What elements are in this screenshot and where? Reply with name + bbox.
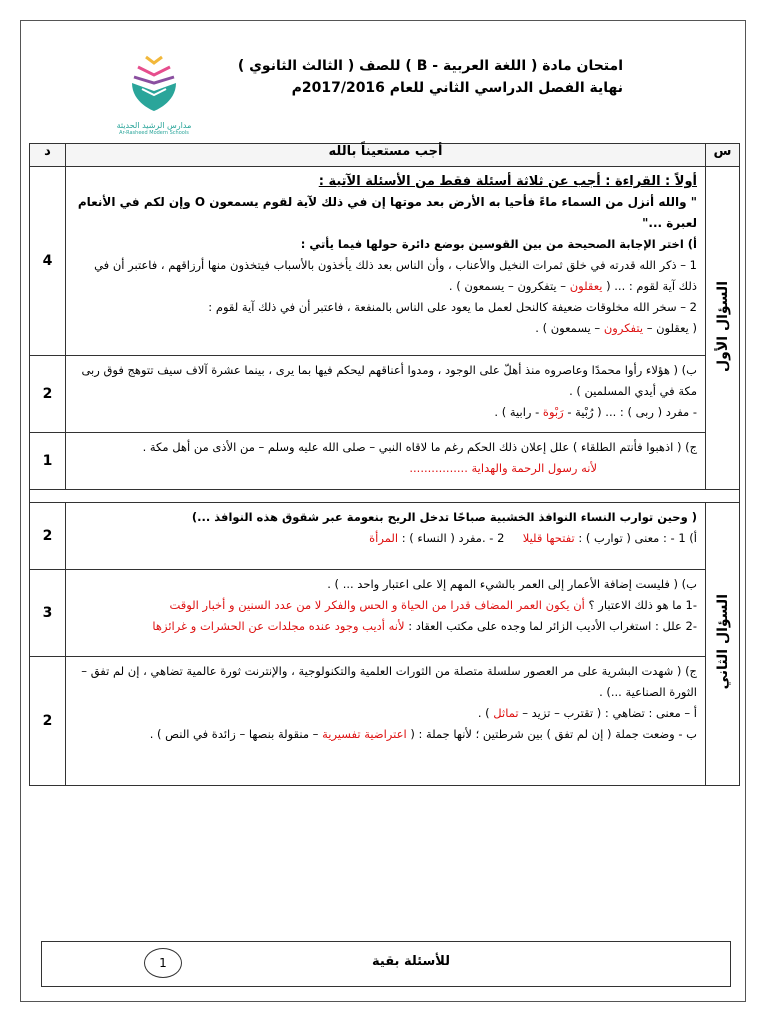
q1a-item2-rest: – يسمعون ) . [535, 321, 601, 335]
exam-title-line1: امتحان مادة ( اللغة العربية - B ) للصف ( الثالث الثانوي ) [237, 58, 623, 74]
footer-box [41, 941, 731, 987]
q2b-mark: 3 [30, 570, 66, 657]
q2b-q1 [74, 595, 697, 616]
q2-part-b-row [30, 570, 740, 657]
q2c-quote: ج) ( شهدت البشرية على مر العصور سلسلة متصلة من الثورات العلمية والتكنولوجية ، والإنترنت ثورة عالمية تضاهي ، إن لم تفق –الثورة الصناعية ...) . [81, 664, 697, 699]
q1b-answer: رَبْوة [542, 405, 564, 419]
q2c-a2: اعتراضية تفسيرية [322, 727, 407, 741]
instruction-text: أ) اختر الإجابة الصحيحة من بين القوسين بوضع دائرة حولها فيما يأتي : [300, 237, 697, 251]
q1c-text: ج) ( اذهبوا فأنتم الطلقاء ) علل إعلان ذلك الحكم رغم ما لاقاه النبي – صلى الله عليه وسلم – من الأذى من أهل مكة . [142, 440, 697, 454]
q2a-mark: 2 [30, 503, 66, 570]
q1a-item2-open: ( يعقلون – [646, 321, 697, 335]
q1c-mark: 1 [30, 433, 66, 490]
q2c-q1 [74, 703, 697, 724]
q2a-content [66, 503, 706, 570]
reading-heading: أولاً : القراءة : أجب عن ثلاثة أسئلة فقط من الأسئلة الآتية : [318, 174, 697, 189]
footer-continued-text: للأسئلة بقية [372, 954, 450, 969]
q2c-a1: تماثل [493, 706, 519, 720]
q1c-content [66, 433, 706, 490]
school-logo [109, 53, 199, 143]
q2b-q1-text: -1 ما هو ذلك الاعتبار ؟ [588, 598, 697, 612]
logo-name-english: Ar-Rasheed Modern Schools [119, 130, 189, 136]
q1b-q-rest: - رابية ) . [494, 405, 540, 419]
q1-part-c-row [30, 433, 740, 490]
q2c-q1-end: ) . [477, 706, 490, 720]
q2c-mark: 2 [30, 657, 66, 786]
q1a-item1-text: 1 – ذكر الله قدرته في خلق ثمرات النخيل والأعناب ، وأن الناس بعد ذلك يأخذون بالأسباب فيتخذون منها أرزاقهم ، فاعتبر أن في ذلك آية لقوم : ... ( [94, 258, 697, 293]
q1-label-cell [706, 167, 740, 490]
q1a-mark: 4 [30, 167, 66, 356]
header-instruction: أجب مستعيناً بالله [66, 144, 706, 167]
q1b-q-text: - مفرد ( ربى ) : ... ( رُبْية - [567, 405, 697, 419]
q1a-item2-text: 2 – سخر الله مخلوقات ضعيفة كالنحل لعمل ما يعود على الناس بالمنفعة ، فاعتبر أن في ذلك آية لقوم : [208, 300, 697, 314]
q1b-content [66, 356, 706, 433]
verse-text: " والله أنزل من السماء ماءً فأحيا به الأرض بعد موتها إن في ذلك لآية لقوم يسمعون O وإن لكم في الأنعام لعبرة ..." [77, 195, 697, 230]
q1a-item1-answer: يعقلون [569, 279, 603, 293]
q1b-mark: 2 [30, 356, 66, 433]
q2-label: السؤال الثاني [714, 594, 731, 690]
q2c-q2-text: ب - وضعت جملة ( إن لم تفق ) بين شرطتين ؛ لأنها جملة : ( [410, 727, 697, 741]
q1a-item1-rest: – يتفكرون – يسمعون ) . [448, 279, 567, 293]
q2c-q2-end: – منقولة بنصها – زائدة في النص ) . [149, 727, 319, 741]
exam-title-line2: نهاية الفصل الدراسي الثاني للعام 2017/2016م [291, 80, 623, 96]
q1-part-b-row [30, 356, 740, 433]
q2a-answer2: المرأة [369, 531, 399, 545]
q1-label: السؤال الأول [714, 280, 731, 372]
header-mark: د [30, 144, 66, 167]
q2b-a2: لأنه أديب وجود عنده مجلدات عن الحشرات و غرائزها [152, 619, 405, 633]
q1a-item1 [74, 255, 697, 297]
q1b-text: ب) ( هؤلاء رأوا محمدًا وعاصروه منذ أهلّ على الوجود ، ومدوا أعناقهم ليحكم فيها بما يرى ، بينما عشرة آلاف سيف تتوهج فوق ربى مكة في أيدي المسلمين ) . [81, 363, 697, 398]
q2a-prefix1: أ) 1 - : معنى ( توارب ) : [578, 531, 697, 545]
section-gap [30, 490, 740, 503]
exam-table [29, 143, 740, 786]
logo-name-arabic: مدارس الرشيد الحديثة [116, 121, 192, 130]
q2a-quote: ( وحين توارب النساء النوافذ الخشبية صباحًا تدخل الريح بنعومة عبر شقوق هذه النوافذ ...) [191, 510, 697, 524]
q2c-content [66, 657, 706, 786]
q2b-quote: ب) ( فليست إضافة الأعمار إلى العمر بالشيء المهم إلا على اعتبار واحد ... ) . [327, 577, 697, 591]
q2a-answer1: تفتحها قليلا [522, 531, 575, 545]
q1-part-a-row [30, 167, 740, 356]
q2-part-a-row [30, 503, 740, 570]
q2b-q2 [74, 616, 697, 637]
q2-label-cell [706, 503, 740, 786]
page-number: 1 [144, 948, 182, 978]
q2c-q1-text: أ – معنى : تضاهي : ( تقترب – تزيد – [522, 706, 697, 720]
q1a-item2 [74, 297, 697, 339]
q2c-q2 [74, 724, 697, 745]
exam-title [238, 55, 623, 99]
q1b-question [74, 402, 697, 423]
q2a-prefix2: 2 - .مفرد ( النساء ) : [401, 531, 505, 545]
q1a-item2-answer: يتفكرون [603, 321, 644, 335]
q2b-q2-text: -2 علل : استغراب الأديب الزائر لما وجده على مكتب العقاد : [408, 619, 697, 633]
q2b-a1: أن يكون العمر المضاف قدرا من الحياة و الحس والفكر لا من عدد السنين و أخبار الوقت [169, 598, 585, 612]
q2b-content [66, 570, 706, 657]
q1a-content [66, 167, 706, 356]
header-question: س [706, 144, 740, 167]
book-logo-icon [124, 53, 184, 115]
q2a-items [74, 528, 697, 549]
header [21, 21, 747, 143]
q2-part-c-row [30, 657, 740, 786]
table-header-row [30, 144, 740, 167]
q1c-answer: لأنه رسول الرحمة والهداية ................ [409, 461, 597, 475]
page-frame [20, 20, 746, 1002]
